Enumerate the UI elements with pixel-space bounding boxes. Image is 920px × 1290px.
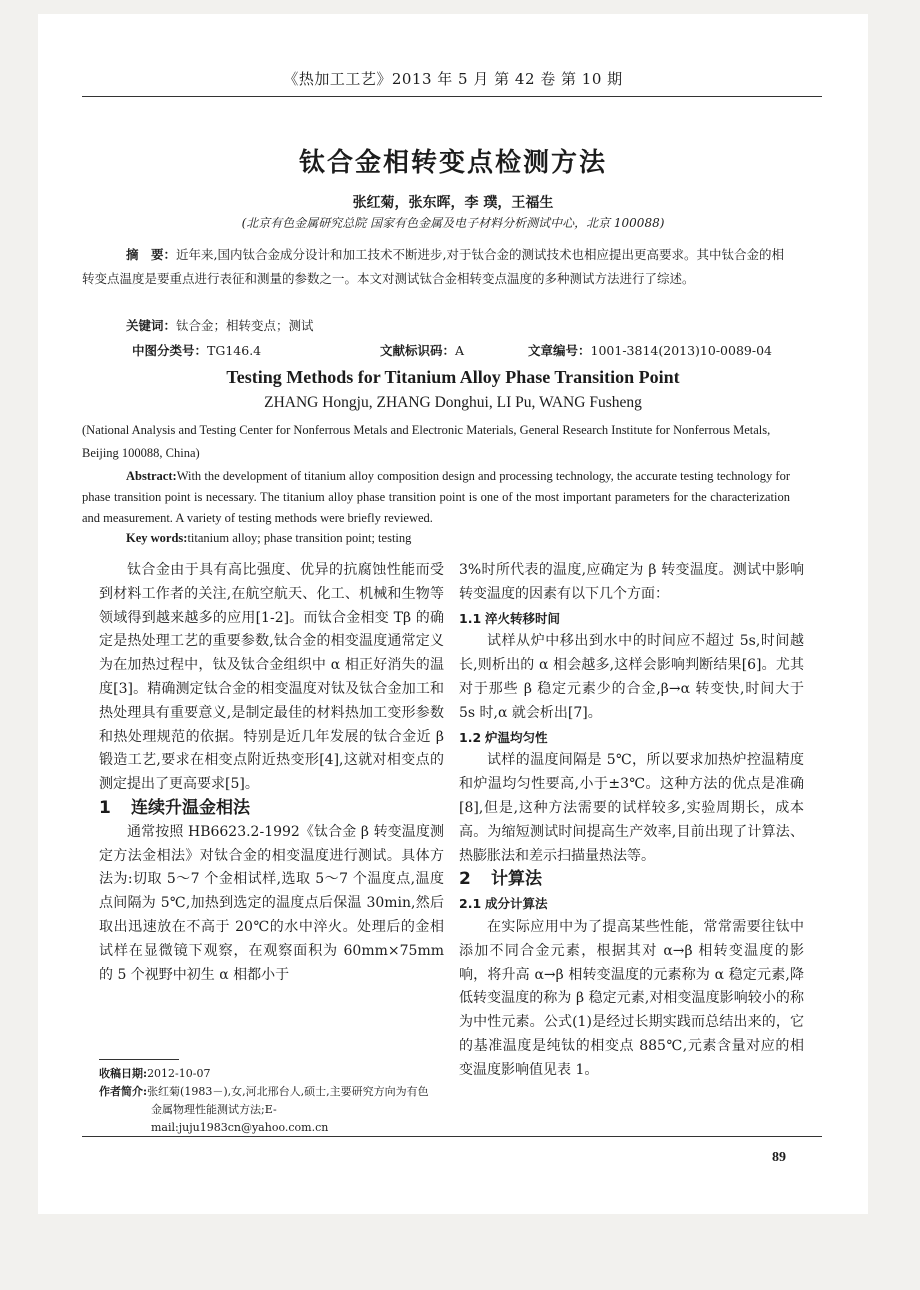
authors-en: ZHANG Hongju, ZHANG Donghui, LI Pu, WANG Fusheng [264, 394, 642, 411]
keywords-en [126, 531, 411, 546]
section-1-2-paragraph: 试样的温度间隔是 5℃，所以要求加热炉控温精度和炉温均匀性要高,小于±3℃。这种方法的优点是准确[8],但是,这种方法需要的试样较多,实验周期长，成本高。为缩短测试时间提高生产效率,目前出现了计算法、热膨胀法和差示扫描量热法等。 [459, 752, 804, 864]
section-1-1-heading: 1.1 淬火转移时间 [459, 610, 561, 626]
abstract-cn-label: 摘 要： [126, 247, 177, 262]
section-1-heading: 1 连续升温金相法 [99, 797, 250, 818]
journal-header: 《热加工工艺》2013 年 5 月 第 42 卷 第 10 期 [283, 70, 623, 88]
title-en: Testing Methods for Titanium Alloy Phase Transition Point [226, 367, 680, 387]
affiliation-cn: (北京有色金属研究总院 国家有色金属及电子材料分析测试中心，北京 100088) [241, 216, 665, 230]
received-date: 收稿日期:2012-10-07 [99, 1067, 211, 1080]
intro-paragraph: 钛合金由于具有高比强度、优异的抗腐蚀性能而受到材料工作者的关注,在航空航天、化工、机械和生物等领域得到越来越多的应用[1-2]。而钛合金相变 Tβ 的确定是热处理工艺的重要参数,钛合金的相变温度通常定义为在加热过程中，钛及钛合金组织中 α 相正好消失的温度[3]。精确测定钛合金的相变温度对钛及钛合金加工和热处理具有重要意义,是制定最佳的材料热加工变形参数和热处理规范的依据。特别是近几年发展的钛合金近 β 锻造工艺,要求在相变点附近热变形[4],这就对相变点的测定提出了更高要求[5]。 [99, 562, 444, 793]
title-cn: 钛合金相转变点检测方法 [298, 148, 607, 178]
footer-rule [82, 1136, 822, 1137]
section-2-1-heading: 2.1 成分计算法 [459, 896, 548, 912]
section-1-paragraph: 通常按照 HB6623.2-1992《钛合金 β 转变温度测定方法金相法》对钛合金的相变温度进行测试。具体方法为:切取 5～7 个金相试样,选取 5～7 个温度点,温度点间隔为 5℃,加热到选定的温度点后保温 30min,然后取出迅速放在不高于 20℃的水中淬火。处理后的金相试样在显微镜下观察，在观察面积为 60mm×75mm 的 5 个视野中初生 α 相都小于 [99, 823, 444, 983]
abstract-en-text: With the development of titanium alloy composition design and processing technology, the accurate testing technology for phase transition point is necessary. The titanium alloy phase transition point is one of the most important parameters for the characterization and measurement. A variety of testing methods were briefly reviewed. [82, 469, 790, 525]
section-1-continued: 3%时所代表的温度,应确定为 β 转变温度。测试中影响转变温度的因素有以下几个方面： [459, 562, 804, 602]
footnote-rule [99, 1059, 179, 1060]
body-left-column [99, 559, 444, 987]
keywords-en-text: titanium alloy; phase transition point; testing [187, 531, 412, 545]
section-2-1-paragraph: 在实际应用中为了提高某些性能，常常需要往钛中添加不同合金元素，根据其对 α→β 相转变温度的影响，将升高 α→β 相转变温度的元素称为 α 稳定元素,降低转变温度的称为 β 稳定元素,对相变温度影响较小的称为中性元素。公式(1)是经过长期实践而总结出来的，它的基准温度是纯钛的相变点 885℃,元素含量对应的相变温度影响值见表 1。 [459, 918, 804, 1078]
section-1-1-paragraph: 试样从炉中移出到水中的时间应不超过 5s,时间越长,则析出的 α 相会越多,这样会影响判断结果[6]。尤其对于那些 β 稳定元素少的合金,β→α 转变快,时间大于 5s 时,α 就会析出[7]。 [459, 633, 804, 721]
author-bio: 作者简介:张红菊(1983－),女,河北邢台人,硕士,主要研究方向为有色 [99, 1085, 429, 1098]
keywords-cn-text: 钛合金；相转变点；测试 [176, 318, 314, 333]
keywords-cn [126, 316, 314, 334]
affiliation-en: (National Analysis and Testing Center for Nonferrous Metals and Electronic Materials, General Research Institute for Nonferrous Metals, Beijing 100088, China) [82, 423, 771, 460]
abstract-cn [82, 243, 794, 291]
article-number: 文章编号：1001-3814(2013)10-0089-04 [528, 343, 772, 358]
header-rule [82, 96, 822, 97]
body-right-column [459, 559, 804, 1083]
paper-page [38, 14, 868, 1214]
author-bio-continued: 金属物理性能测试方法;E-mail:juju1983cn@yahoo.com.cn [151, 1103, 329, 1134]
page-number: 89 [772, 1150, 786, 1165]
abstract-en-label: Abstract: [126, 469, 177, 483]
section-1-2-heading: 1.2 炉温均匀性 [459, 729, 548, 745]
authors-cn: 张红菊，张东晖，李 璞，王福生 [352, 195, 554, 211]
clc-number: 中图分类号：TG146.4 [132, 343, 262, 358]
keywords-en-label: Key words: [126, 531, 188, 545]
abstract-en [82, 466, 790, 529]
document-code: 文献标识码：A [380, 343, 465, 358]
section-2-heading: 2 计算法 [459, 869, 542, 890]
footnote [99, 1065, 439, 1137]
keywords-cn-label: 关键词： [126, 318, 177, 333]
abstract-cn-text: 近年来,国内钛合金成分设计和加工技术不断进步,对于钛合金的测试技术也相应提出更高要求。其中钛合金的相转变点温度是要重点进行表征和测量的参数之一。本文对测试钛合金相转变点温度的多种测试方法进行了综述。 [82, 247, 784, 286]
